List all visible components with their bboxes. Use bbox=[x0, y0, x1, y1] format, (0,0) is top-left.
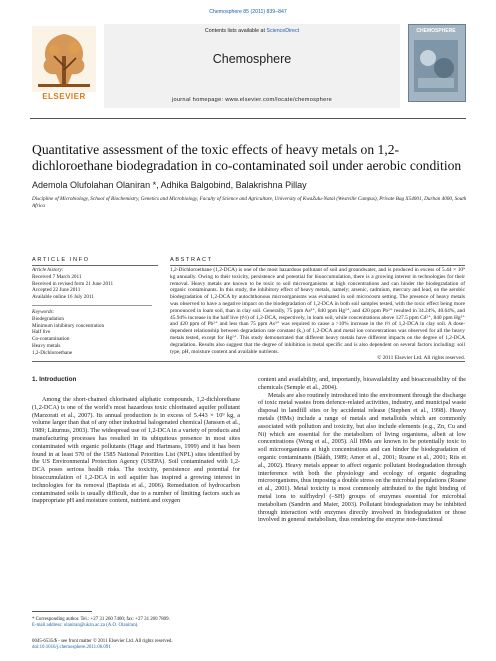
footnote bbox=[32, 617, 240, 629]
article-info-heading: ARTICLE INFO bbox=[32, 257, 90, 263]
intro-paragraph: Metals are also routinely introduced into the environment through the discharge of toxic metal wastes from defence-related activities, industry, and municipal waste disposal in landfill sites or by accidental release (Stephen et al., 1998). Heavy metals (HMs) include a range of metals and metalloids which are commonly associated with pollution and toxicity, but also include elements (e.g., Zn, Cu and Ni) which are essential for the metabolism of living organisms, albeit at low concentrations (Wong et al., 2005). All HMs are known to be potentially toxic to soil microorganisms at high concentrations and can hinder the biodegradation of organic contaminants (Bååth, 1989; Amor et al., 2001; Roane et al., 2001; Riis et al., 2002). Heavy metals appear to affect organic pollutant biodegradation through interference with both the physiology and ecology of organic degrading microorganisms, thus imposing a double stress on the microbial populations (Roane et al., 2001). Metal toxicity is most commonly attributed to the tight binding of metal ions to sulfhydryl (–SH) groups of enzymes essential for microbial metabolism (Sandrin and Maier, 2003). Pollutant biodegradation may be inhibited through interaction with enzymes directly involved in biodegradation or those involved in general metabolism, thus rendering the enzyme non-functional bbox=[258, 391, 466, 524]
intro-right-column bbox=[258, 376, 466, 524]
abstract-rule bbox=[170, 265, 465, 266]
corresponding-author-note: * Corresponding author. Tel.: +27 31 260 7400; fax: +27 31 260 7809. bbox=[32, 617, 170, 622]
article-info-panel bbox=[32, 267, 132, 357]
history-item: Received 7 March 2011 bbox=[32, 273, 82, 280]
cover-title: CHEMOSPHERE bbox=[416, 28, 456, 34]
abstract-bottom-rule bbox=[32, 361, 465, 362]
bottom-matter bbox=[32, 639, 240, 651]
keyword-item: Biodegradation bbox=[32, 315, 64, 322]
history-label: Article history: bbox=[32, 267, 64, 273]
intro-paragraph: content and availability, and, importantly, bioavailability and bioaccessibility of the chemicals (Semple et al., 2004). bbox=[258, 376, 466, 391]
abstract-body bbox=[170, 267, 465, 362]
keywords-label: Keywords: bbox=[32, 308, 55, 315]
journal-title-box bbox=[104, 24, 400, 108]
contents-line bbox=[104, 28, 400, 34]
journal-name: Chemosphere bbox=[212, 52, 292, 66]
introduction-heading: 1. Introduction bbox=[32, 376, 77, 383]
keyword-item: Heavy metals bbox=[32, 342, 61, 349]
keyword-item: 1,2-Dichloroethane bbox=[32, 349, 73, 356]
history-item: Available online 16 July 2011 bbox=[32, 294, 94, 301]
author-affiliation: Discipline of Microbiology, School of Biochemistry, Genetics and Microbiology, Faculty of Science and Agriculture, University of KwaZulu-Natal (Westville Campus), Private Bag X54001, Durban 4000, South Africa bbox=[32, 196, 467, 209]
keyword-item: Half live bbox=[32, 329, 51, 336]
article-title: Quantitative assessment of the toxic effects of heavy metals on 1,2-dichloroethane biodegradation in co-contaminated soil under aerobic condition bbox=[32, 142, 462, 173]
elsevier-tree-logo bbox=[32, 26, 96, 92]
journal-homepage[interactable]: journal homepage: www.elsevier.com/locate/chemosphere bbox=[171, 97, 333, 103]
article-info-rule bbox=[32, 265, 158, 266]
abstract-heading: ABSTRACT bbox=[170, 257, 213, 263]
history-item: Accepted 22 June 2011 bbox=[32, 287, 81, 294]
footnote-rule bbox=[32, 611, 92, 612]
doi-link[interactable]: doi:10.1016/j.chemosphere.2011.06.091 bbox=[32, 645, 111, 650]
cover-image bbox=[414, 40, 458, 92]
intro-left-column bbox=[32, 396, 240, 505]
abstract-text: 1,2-Dichloroethane (1,2-DCA) is one of the most hazardous pollutant of soil and groundwater, and is produced in excess of 5.44 × 10⁹ kg annually. Owing to their toxicity, persistence and potential for bioaccumulation, there is a growing interest in technologies for their removal. Heavy metals are known to be toxic to soil microorganisms at high concentrations and can hinder the biodegradation of organic contaminants. In this study, the inhibitory effect of heavy metals, namely; arsenic, cadmium, mercury and lead, on the aerobic biodegradation of 1,2-DCA by autochthonous microorganisms was evaluated in soil microcosm setting. The presence of heavy metals was observed to have a negative impact on the biodegradation of 1,2-DCA in both soil samples tested, with the toxic effect being more pronounced in loam soil, than in clay soil. Generally, 75 ppm As³⁺, 840 ppm Hg²⁺, and 420 ppm Pb²⁺ resulted in 34.24%, 40.64%, and 45.94% increase in the half live (t½) of 1,2-DCA, respectively, in loam soil, while concentrations above 127.5 ppm Cd²⁺, 840 ppm Hg²⁺ and 420 ppm of Pb²⁺ and less than 75 ppm As³⁺ was required to cause a >10% increase in the t½ of 1,2-DCA in clay soil. A dose-dependent relationship between degradation rate constant (k₁) of 1,2-DCA and metal ion concentrations was observed for all the heavy metals tested, except for Hg²⁺. This study demonstrated that different heavy metals have different impacts on the degree of 1,2-DCA degradation. Results also suggest that the degree of inhibition is metal specific and is also dependent on several factors including: soil type, pH, moisture content and available nutrients. bbox=[170, 267, 465, 355]
contents-prefix: Contents lists available at bbox=[204, 28, 267, 34]
sciencedirect-link[interactable]: ScienceDirect bbox=[266, 28, 300, 34]
journal-reference[interactable]: Chemosphere 85 (2011) 839–847 bbox=[209, 9, 287, 15]
keyword-item: Minimum inhibitory concentration bbox=[32, 322, 105, 329]
abstract-copyright: © 2011 Elsevier Ltd. All rights reserved. bbox=[377, 355, 465, 362]
intro-paragraph: Among the short-chained chlorinated aliphatic compounds, 1,2-dichlorethane (1,2-DCA) is one of the world's most hazardous toxic chlorinated aquifer pollutant (Marzorati et al., 2007). Its annual production is in excess of 5.443 × 10⁹ kg, a volume larger than that of any other industrial halogenated chemical (Janssen et al., 1989; Läturnus, 2003). The widespread use of 1,2-DCA in a variety of products and manufacturing processes has resulted in its ubiquitous presence in most sites contaminated with organic pollutants (Hage and Hartmans, 1999) and it has been found in at least 570 of the 1585 National Priorities List (NPL) sites identified by the US Environmental Protection Agency (USEPA). Soil contaminated with 1,2-DCA poses serious health risks. The toxicity, persistence and potential for bioaccumulation of 1,2-DCA in soil aquifer has inspired a growing interest in technologies for its removal (Baptista et al., 2006). Remediation of hydrocarbon contaminated soils is usually difficult, due to a number of limiting factors such as inappropriate pH and moisture content, nutrient and oxygen bbox=[32, 396, 240, 505]
keywords-divider bbox=[32, 305, 152, 306]
issn-line: 0045-6535/$ - see front matter © 2011 Elsevier Ltd. All rights reserved. bbox=[32, 639, 173, 644]
author-list: Ademola Olufolahan Olaniran *, Adhika Balgobind, Balakrishna Pillay bbox=[32, 180, 307, 190]
publisher-wordmark: ELSEVIER bbox=[42, 92, 86, 101]
author-email[interactable]: E-mail address: olaniran@ukzn.ac.za (A.O. Olaniran). bbox=[32, 623, 139, 628]
keyword-item: Co-contamination bbox=[32, 336, 70, 343]
history-item: Received in revised form 21 June 2011 bbox=[32, 280, 114, 287]
